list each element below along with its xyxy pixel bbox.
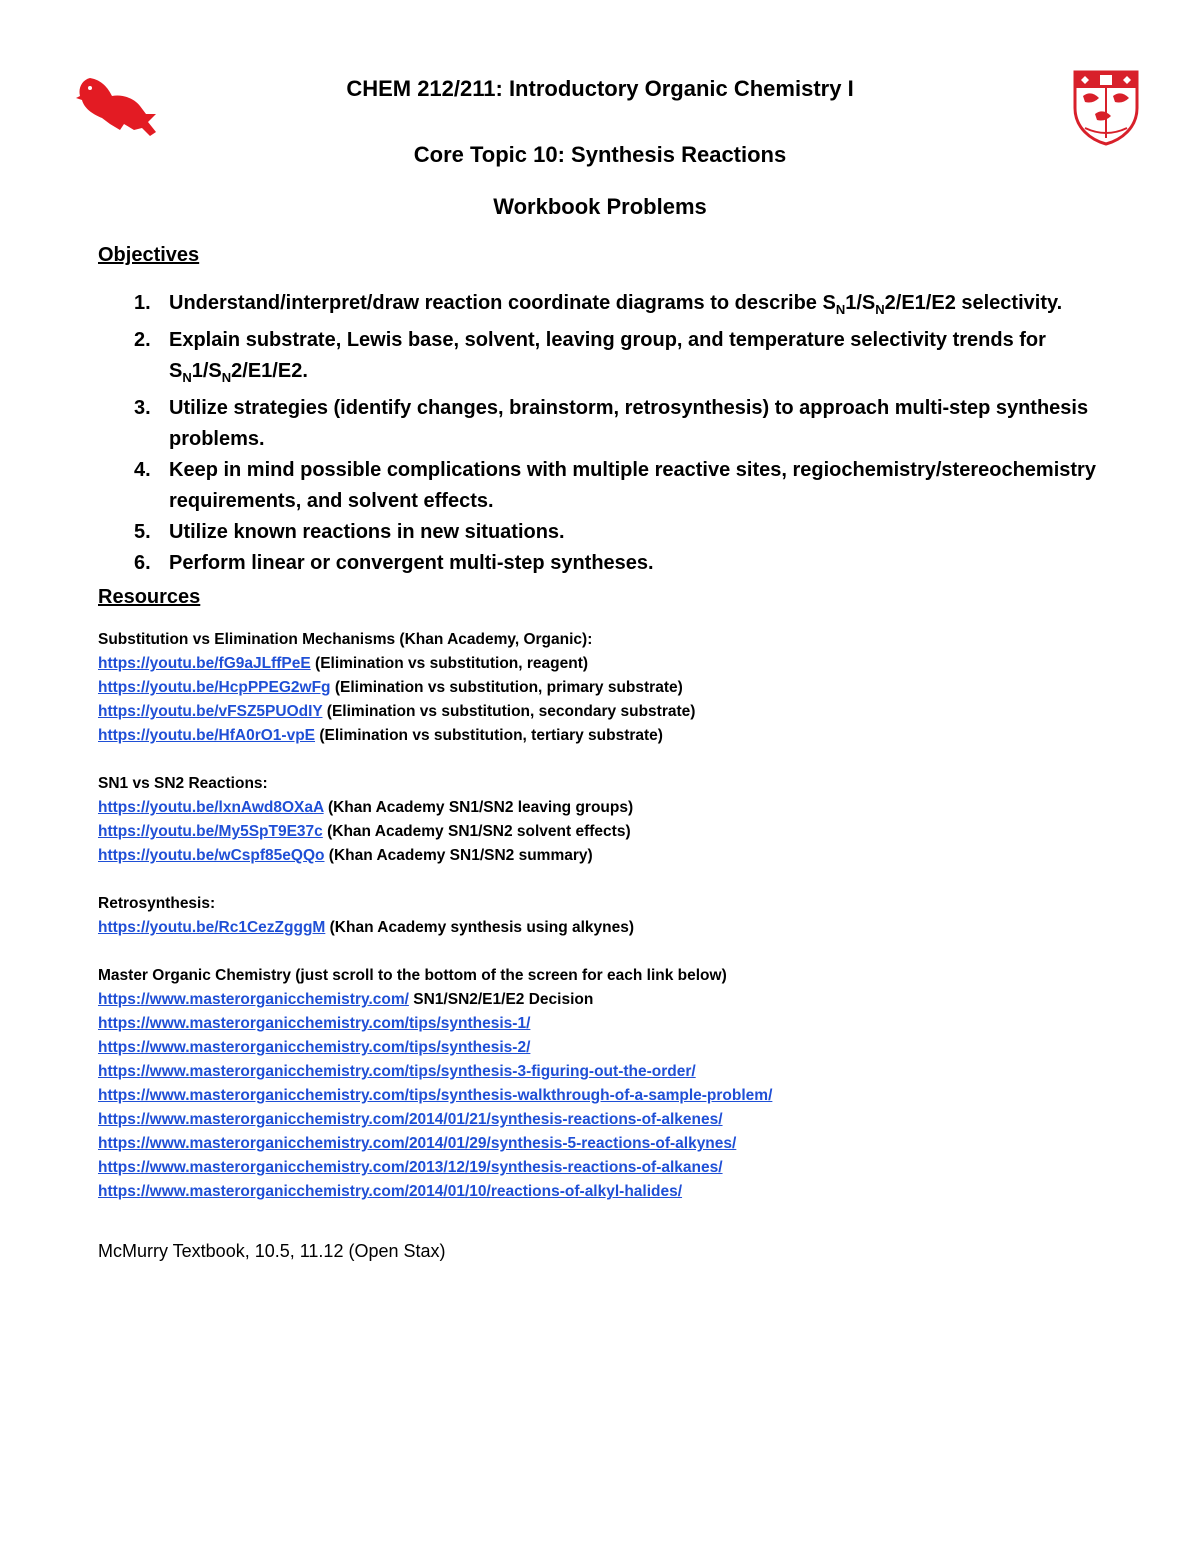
video-link[interactable]: https://youtu.be/vFSZ5PUOdIY [98, 703, 323, 720]
resource-link-row [98, 988, 1138, 1012]
video-link[interactable]: https://youtu.be/Rc1CezZgggM [98, 919, 326, 936]
textbook-reference: McMurry Textbook, 10.5, 11.12 (Open Stax) [98, 1241, 446, 1261]
resource-group-title: Master Organic Chemistry (just scroll to the bottom of the screen for each link below) [98, 967, 727, 984]
web-link[interactable]: https://www.masterorganicchemistry.com/2014/01/21/synthesis-reactions-of-alkenes/ [98, 1111, 723, 1128]
resource-link-row [98, 1036, 1138, 1060]
resource-group-title: SN1 vs SN2 Reactions: [98, 775, 268, 792]
link-note: (Khan Academy synthesis using alkynes) [329, 919, 635, 936]
resource-link-row [98, 1156, 1138, 1180]
resource-link-row [98, 1060, 1138, 1084]
objective-text: Explain substrate, Lewis base, solvent, leaving group, and temperature selectivity trends for [169, 329, 1046, 351]
video-link[interactable]: https://youtu.be/My5SpT9E37c [98, 823, 323, 840]
resource-link-row [98, 1132, 1138, 1156]
objective-item [98, 288, 1118, 325]
resource-link-row [98, 844, 1138, 868]
web-link[interactable]: https://www.masterorganicchemistry.com/tips/synthesis-3-figuring-out-the-order/ [98, 1063, 696, 1080]
resource-link-row [98, 724, 1138, 748]
video-link[interactable]: https://youtu.be/fG9aJLffPeE [98, 655, 311, 672]
link-note: (Khan Academy SN1/SN2 solvent effects) [327, 823, 631, 840]
objective-text: Perform linear or convergent multi-step syntheses. [169, 552, 654, 574]
web-link[interactable]: https://www.masterorganicchemistry.com/2014/01/29/synthesis-5-reactions-of-alkynes/ [98, 1135, 737, 1152]
resource-group-title: Substitution vs Elimination Mechanisms (Khan Academy, Organic): [98, 631, 593, 648]
objective-text: Understand/interpret/draw reaction coordinate diagrams to describe $S_N1/S_N2/E1/E2$ selectivity. [169, 292, 1063, 317]
resource-link-row [98, 1084, 1138, 1108]
objective-item [98, 517, 1118, 548]
resource-link-row [98, 916, 1138, 940]
resource-link-row [98, 1012, 1138, 1036]
link-note: (Elimination vs substitution, reagent) [315, 655, 589, 672]
resource-link-row [98, 1180, 1138, 1204]
resource-link-row [98, 676, 1138, 700]
objective-text: Utilize strategies (identify changes, brainstorm, retrosynthesis) to approach multi-step synthesis [169, 397, 1089, 419]
resources-heading: Resources [98, 586, 201, 608]
link-note: (Khan Academy SN1/SN2 leaving groups) [327, 799, 634, 816]
video-link[interactable]: https://youtu.be/HcpPPEG2wFg [98, 679, 331, 696]
objective-number: 4. [134, 459, 151, 481]
objective-number: 1. [134, 292, 151, 314]
resource-link-row [98, 652, 1138, 676]
objective-text-cont: requirements, and solvent effects. [169, 490, 494, 512]
link-note: (Elimination vs substitution, primary substrate) [334, 679, 683, 696]
link-note: (Khan Academy SN1/SN2 summary) [328, 847, 593, 864]
objective-item [98, 325, 1118, 393]
video-link[interactable]: https://youtu.be/HfA0rO1-vpE [98, 727, 316, 744]
objective-number: 6. [134, 552, 151, 574]
resource-link-row [98, 1108, 1138, 1132]
objective-item [98, 393, 1118, 455]
objective-text-cont: problems. [169, 428, 265, 450]
objectives-list [98, 288, 1118, 579]
objective-text: Utilize known reactions in new situations. [169, 521, 565, 543]
web-link[interactable]: https://www.masterorganicchemistry.com/tips/synthesis-1/ [98, 1015, 531, 1032]
objective-text-cont: $S_N1/S_N2/E1/E2$. [169, 360, 308, 385]
web-link[interactable]: https://www.masterorganicchemistry.com/tips/synthesis-2/ [98, 1039, 531, 1056]
link-note: (Elimination vs substitution, secondary substrate) [326, 703, 696, 720]
topic-title: Core Topic 10: Synthesis Reactions [413, 142, 787, 167]
resource-group-title: Retrosynthesis: [98, 895, 216, 912]
objectives-heading: Objectives [98, 244, 200, 266]
objective-number: 3. [134, 397, 151, 419]
objective-item [98, 455, 1118, 517]
web-link[interactable]: https://www.masterorganicchemistry.com/2014/01/10/reactions-of-alkyl-halides/ [98, 1183, 683, 1200]
workbook-subtitle: Workbook Problems [493, 194, 707, 219]
link-note: SN1/SN2/E1/E2 Decision [413, 991, 594, 1008]
web-link[interactable]: https://www.masterorganicchemistry.com/ [98, 991, 409, 1008]
course-title: CHEM 212/211: Introductory Organic Chemistry I [346, 76, 854, 101]
video-link[interactable]: https://youtu.be/wCspf85eQQo [98, 847, 325, 864]
web-link[interactable]: https://www.masterorganicchemistry.com/tips/synthesis-walkthrough-of-a-sample-problem/ [98, 1087, 773, 1104]
resource-link-row [98, 820, 1138, 844]
resource-link-row [98, 796, 1138, 820]
objective-number: 2. [134, 329, 151, 351]
web-link[interactable]: https://www.masterorganicchemistry.com/2013/12/19/synthesis-reactions-of-alkanes/ [98, 1159, 723, 1176]
objective-item [98, 548, 1118, 579]
objective-number: 5. [134, 521, 151, 543]
link-note: (Elimination vs substitution, tertiary substrate) [319, 727, 663, 744]
resource-link-row [98, 700, 1138, 724]
video-link[interactable]: https://youtu.be/lxnAwd8OXaA [98, 799, 324, 816]
resources-section [98, 628, 1138, 1266]
objective-text: Keep in mind possible complications with multiple reactive sites, regiochemistry/stereochemistry [169, 459, 1096, 481]
